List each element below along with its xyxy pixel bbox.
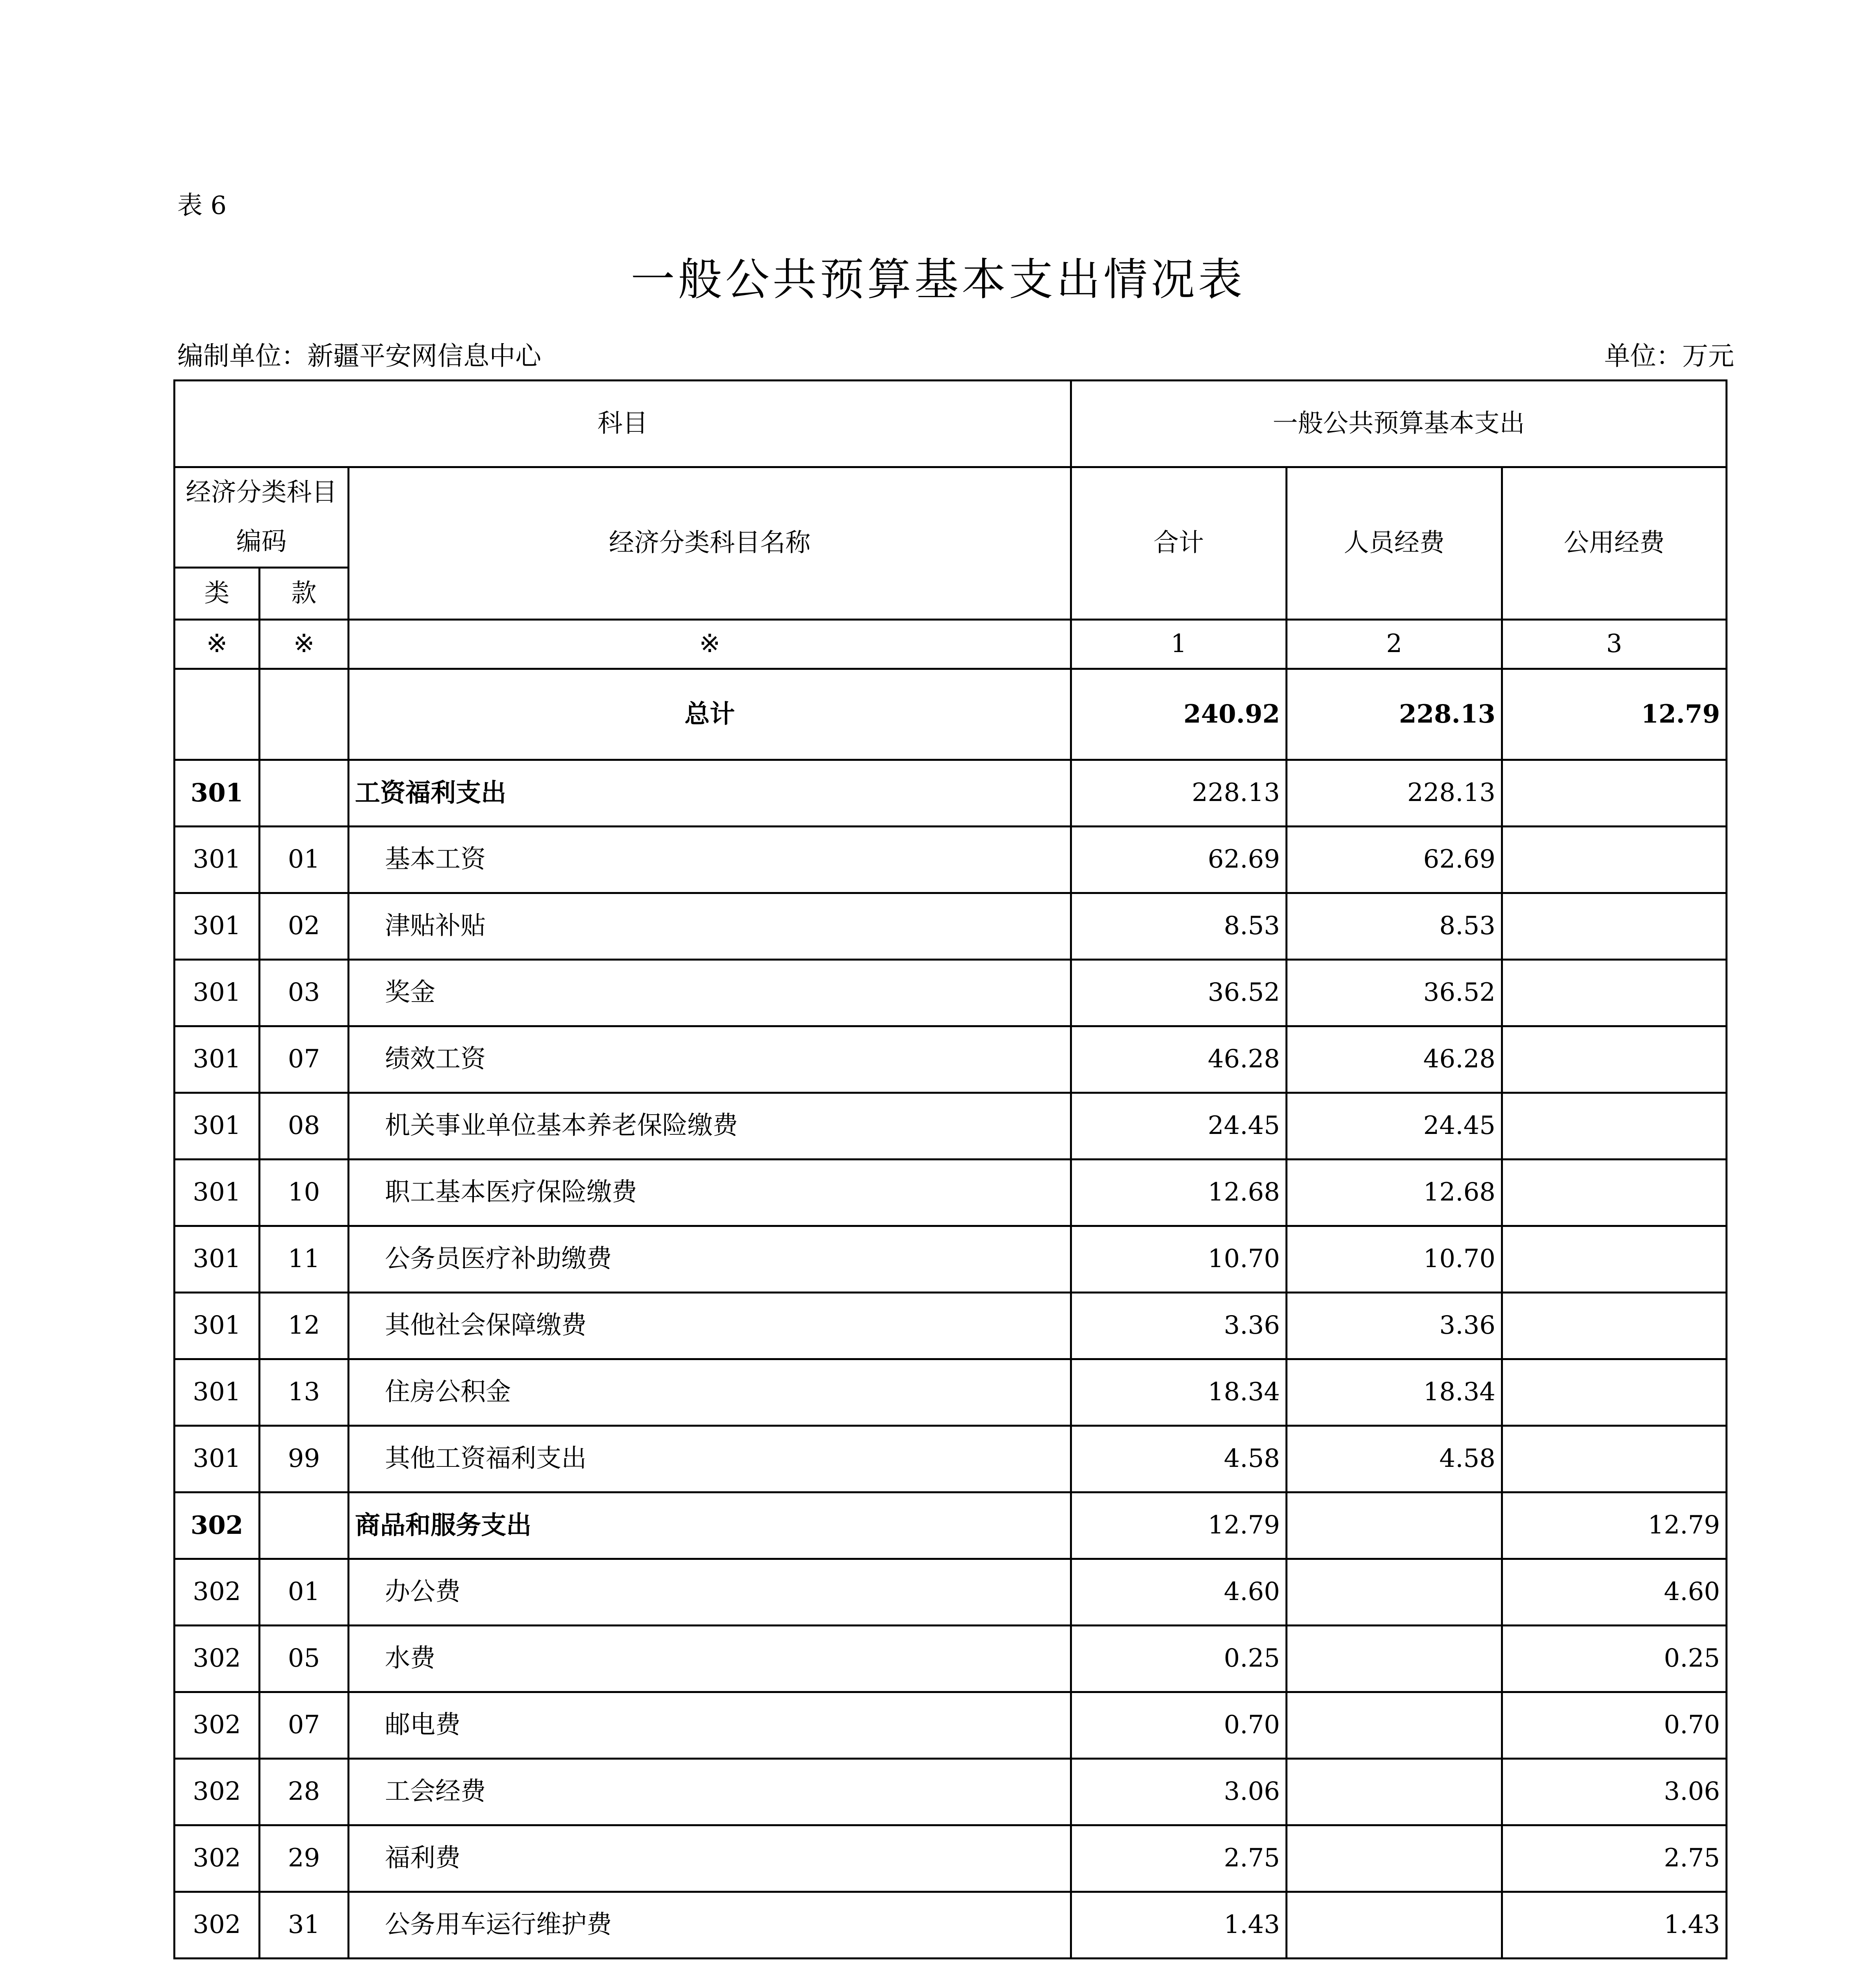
item-kuan: 03 — [260, 960, 349, 1026]
item-public: 4.60 — [1502, 1559, 1727, 1626]
item-lei: 301 — [175, 1359, 260, 1426]
item-public — [1502, 1160, 1727, 1226]
item-personnel: 46.28 — [1287, 1026, 1502, 1093]
item-name: 水费 — [349, 1626, 1071, 1692]
category-name: 商品和服务支出 — [349, 1492, 1071, 1559]
item-lei: 302 — [175, 1759, 260, 1825]
item-public: 3.06 — [1502, 1759, 1727, 1825]
item-kuan: 99 — [260, 1426, 349, 1492]
category-row — [175, 760, 1727, 827]
item-personnel: 18.34 — [1287, 1359, 1502, 1426]
table-row — [175, 893, 1727, 960]
item-total: 18.34 — [1071, 1359, 1287, 1426]
item-total: 4.58 — [1071, 1426, 1287, 1492]
item-personnel: 36.52 — [1287, 960, 1502, 1026]
currency-unit: 单位：万元 — [1604, 341, 1734, 371]
item-total: 46.28 — [1071, 1026, 1287, 1093]
item-name: 邮电费 — [349, 1692, 1071, 1759]
item-name: 绩效工资 — [349, 1026, 1071, 1093]
item-total: 4.60 — [1071, 1559, 1287, 1626]
table-row — [175, 1892, 1727, 1959]
lei-header: 类 — [175, 568, 260, 620]
item-kuan: 28 — [260, 1759, 349, 1825]
category-kuan — [260, 760, 349, 827]
category-lei: 302 — [175, 1492, 260, 1559]
table-row — [175, 1293, 1727, 1359]
table-row — [175, 1626, 1727, 1692]
item-kuan: 01 — [260, 1559, 349, 1626]
item-public — [1502, 1426, 1727, 1492]
item-name: 工会经费 — [349, 1759, 1071, 1825]
item-total: 0.25 — [1071, 1626, 1287, 1692]
item-lei: 302 — [175, 1559, 260, 1626]
grand-total-row — [175, 669, 1727, 760]
table-row — [175, 1825, 1727, 1892]
category-public: 12.79 — [1502, 1492, 1727, 1559]
item-name: 住房公积金 — [349, 1359, 1071, 1426]
item-total: 0.70 — [1071, 1692, 1287, 1759]
item-total: 8.53 — [1071, 893, 1287, 960]
basic-expenditure-header: 一般公共预算基本支出 — [1071, 381, 1727, 467]
table-row — [175, 1692, 1727, 1759]
item-name: 办公费 — [349, 1559, 1071, 1626]
item-public — [1502, 1026, 1727, 1093]
item-public — [1502, 1359, 1727, 1426]
grand-total-personnel: 228.13 — [1287, 669, 1502, 760]
category-total: 228.13 — [1071, 760, 1287, 827]
item-lei: 301 — [175, 1293, 260, 1359]
category-total: 12.79 — [1071, 1492, 1287, 1559]
grand-total-total: 240.92 — [1071, 669, 1287, 760]
item-public — [1502, 1226, 1727, 1293]
marker-kuan: ※ — [260, 620, 349, 669]
item-total: 10.70 — [1071, 1226, 1287, 1293]
table-row — [175, 1093, 1727, 1160]
item-kuan: 07 — [260, 1692, 349, 1759]
item-name: 福利费 — [349, 1825, 1071, 1892]
item-name: 基本工资 — [349, 827, 1071, 893]
grand-total-kuan — [260, 669, 349, 760]
item-total: 1.43 — [1071, 1892, 1287, 1959]
total-header: 合计 — [1071, 467, 1287, 620]
column-number-2: 2 — [1287, 620, 1502, 669]
table-row — [175, 960, 1727, 1026]
item-total: 62.69 — [1071, 827, 1287, 893]
item-lei: 301 — [175, 1160, 260, 1226]
item-name: 公务员医疗补助缴费 — [349, 1226, 1071, 1293]
item-total: 36.52 — [1071, 960, 1287, 1026]
item-personnel — [1287, 1559, 1502, 1626]
column-number-3: 3 — [1502, 620, 1727, 669]
item-personnel — [1287, 1892, 1502, 1959]
item-lei: 302 — [175, 1626, 260, 1692]
item-public: 1.43 — [1502, 1892, 1727, 1959]
header-row-1 — [175, 381, 1727, 467]
table-row — [175, 1559, 1727, 1626]
item-lei: 301 — [175, 827, 260, 893]
category-personnel — [1287, 1492, 1502, 1559]
marker-row — [175, 620, 1727, 669]
item-kuan: 31 — [260, 1892, 349, 1959]
header-row-2 — [175, 467, 1727, 568]
category-personnel: 228.13 — [1287, 760, 1502, 827]
item-kuan: 12 — [260, 1293, 349, 1359]
item-name: 职工基本医疗保险缴费 — [349, 1160, 1071, 1226]
item-public — [1502, 960, 1727, 1026]
item-public: 0.70 — [1502, 1692, 1727, 1759]
item-total: 3.36 — [1071, 1293, 1287, 1359]
item-lei: 301 — [175, 1426, 260, 1492]
item-public — [1502, 893, 1727, 960]
table-row — [175, 1359, 1727, 1426]
item-public — [1502, 1293, 1727, 1359]
category-row — [175, 1492, 1727, 1559]
item-total: 2.75 — [1071, 1825, 1287, 1892]
table-row — [175, 827, 1727, 893]
item-lei: 302 — [175, 1692, 260, 1759]
item-total: 12.68 — [1071, 1160, 1287, 1226]
item-total: 3.06 — [1071, 1759, 1287, 1825]
item-public: 2.75 — [1502, 1825, 1727, 1892]
category-lei: 301 — [175, 760, 260, 827]
item-kuan: 07 — [260, 1026, 349, 1093]
item-name: 奖金 — [349, 960, 1071, 1026]
item-personnel: 8.53 — [1287, 893, 1502, 960]
category-name: 工资福利支出 — [349, 760, 1071, 827]
public-header: 公用经费 — [1502, 467, 1727, 620]
item-personnel: 12.68 — [1287, 1160, 1502, 1226]
item-name: 公务用车运行维护费 — [349, 1892, 1071, 1959]
table-label: 表 6 — [177, 191, 227, 220]
personnel-header: 人员经费 — [1287, 467, 1502, 620]
grand-total-lei — [175, 669, 260, 760]
item-personnel: 24.45 — [1287, 1093, 1502, 1160]
item-total: 24.45 — [1071, 1093, 1287, 1160]
marker-name: ※ — [349, 620, 1071, 669]
marker-lei: ※ — [175, 620, 260, 669]
item-kuan: 13 — [260, 1359, 349, 1426]
item-kuan: 11 — [260, 1226, 349, 1293]
item-personnel: 3.36 — [1287, 1293, 1502, 1359]
item-personnel — [1287, 1825, 1502, 1892]
item-kuan: 02 — [260, 893, 349, 960]
item-public — [1502, 1093, 1727, 1160]
page-title: 一般公共预算基本支出情况表 — [631, 254, 1245, 305]
item-personnel — [1287, 1626, 1502, 1692]
item-personnel: 10.70 — [1287, 1226, 1502, 1293]
item-kuan: 29 — [260, 1825, 349, 1892]
column-number-1: 1 — [1071, 620, 1287, 669]
item-lei: 301 — [175, 1226, 260, 1293]
table-row — [175, 1026, 1727, 1093]
category-kuan — [260, 1492, 349, 1559]
item-lei: 301 — [175, 1026, 260, 1093]
compiler-unit: 编制单位：新疆平安网信息中心 — [177, 341, 541, 371]
item-personnel: 4.58 — [1287, 1426, 1502, 1492]
grand-total-label: 总计 — [349, 669, 1071, 760]
item-public — [1502, 827, 1727, 893]
table-row — [175, 1759, 1727, 1825]
item-kuan: 01 — [260, 827, 349, 893]
item-personnel — [1287, 1692, 1502, 1759]
item-lei: 301 — [175, 893, 260, 960]
table-row — [175, 1226, 1727, 1293]
econ-code-header: 经济分类科目编码 — [175, 467, 349, 568]
category-public — [1502, 760, 1727, 827]
item-name: 津贴补贴 — [349, 893, 1071, 960]
item-lei: 301 — [175, 960, 260, 1026]
item-personnel: 62.69 — [1287, 827, 1502, 893]
item-kuan: 05 — [260, 1626, 349, 1692]
budget-table — [173, 379, 1727, 1959]
item-lei: 302 — [175, 1825, 260, 1892]
item-public: 0.25 — [1502, 1626, 1727, 1692]
item-name: 机关事业单位基本养老保险缴费 — [349, 1093, 1071, 1160]
item-name: 其他工资福利支出 — [349, 1426, 1071, 1492]
subject-header: 科目 — [175, 381, 1071, 467]
item-name: 其他社会保障缴费 — [349, 1293, 1071, 1359]
econ-name-header: 经济分类科目名称 — [349, 467, 1071, 620]
item-kuan: 10 — [260, 1160, 349, 1226]
table-row — [175, 1160, 1727, 1226]
item-kuan: 08 — [260, 1093, 349, 1160]
item-lei: 301 — [175, 1093, 260, 1160]
kuan-header: 款 — [260, 568, 349, 620]
item-lei: 302 — [175, 1892, 260, 1959]
grand-total-public: 12.79 — [1502, 669, 1727, 760]
table-row — [175, 1426, 1727, 1492]
item-personnel — [1287, 1759, 1502, 1825]
